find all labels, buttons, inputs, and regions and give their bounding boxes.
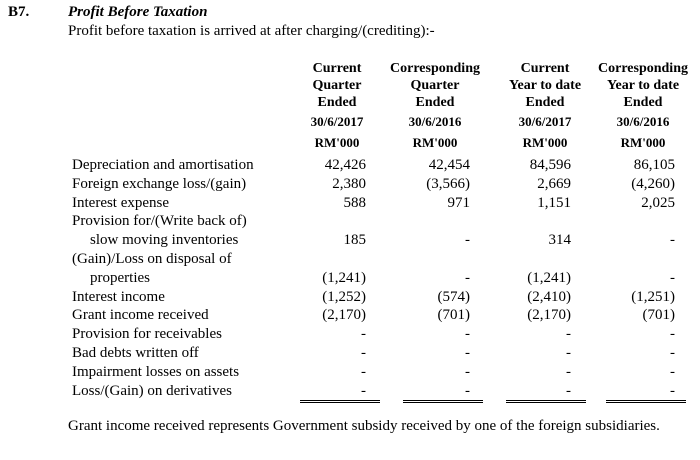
cell-corresponding-ytd: (701) [642, 307, 675, 324]
cell-current-ytd: (1,241) [527, 269, 571, 286]
section-number: B7. [8, 4, 30, 20]
cell-current-quarter: (1,241) [322, 269, 366, 286]
cell-corresponding-quarter: (701) [437, 307, 470, 324]
cell-corresponding-ytd: - [670, 382, 675, 399]
row-label: Bad debts written off [72, 344, 199, 361]
row-label: (Gain)/Loss on disposal of [72, 250, 232, 267]
table-row [0, 195, 700, 214]
table-row [0, 289, 700, 308]
cell-current-quarter: (2,170) [322, 307, 366, 324]
row-label: Impairment losses on assets [72, 363, 240, 380]
cell-corresponding-ytd: 86,105 [633, 157, 675, 173]
column-header-unit: RM'000 [314, 135, 360, 150]
cell-current-ytd: (2,170) [527, 307, 571, 324]
cell-corresponding-quarter: - [465, 382, 470, 399]
column-header-corresponding-quarter [385, 60, 485, 151]
column-header-corresponding-ytd [593, 60, 693, 151]
cell-current-quarter: 588 [343, 194, 366, 211]
row-label: Depreciation and amortisation [72, 157, 254, 173]
table-row [0, 213, 700, 232]
column-header-line: Quarter [410, 78, 460, 93]
cell-current-quarter: 185 [343, 232, 366, 249]
cell-current-quarter: 42,426 [324, 157, 366, 173]
cell-corresponding-ytd: 2,025 [641, 194, 675, 211]
cell-corresponding-ytd: - [670, 232, 675, 249]
column-header-line: Quarter [312, 78, 362, 93]
cell-corresponding-ytd: (1,251) [631, 288, 675, 305]
table-row [0, 383, 700, 402]
column-header-current-ytd [502, 60, 588, 151]
cell-current-quarter: - [361, 363, 366, 380]
column-header-line: Ended [415, 95, 455, 110]
table-row [0, 326, 700, 345]
row-label: Foreign exchange loss/(gain) [72, 175, 247, 192]
table-body [0, 157, 700, 401]
cell-current-ytd: - [566, 363, 571, 380]
column-header-line: Year to date [606, 78, 680, 93]
table-row [0, 307, 700, 326]
section-intro: Profit before taxation is arrived at after charging/(crediting):- [68, 23, 435, 39]
cell-current-quarter: 2,380 [332, 175, 366, 192]
footnote: Grant income received represents Government subsidy received by one of the foreign subsidiaries. [68, 418, 660, 434]
column-header-line: Ended [525, 95, 565, 110]
cell-current-ytd: (2,410) [527, 288, 571, 305]
column-header-date: 30/6/2017 [310, 114, 364, 129]
double-underline [403, 400, 483, 406]
column-header-line: Ended [317, 95, 357, 110]
row-label: Grant income received [72, 307, 209, 324]
column-header-line: Corresponding [598, 61, 688, 76]
table-row [0, 232, 700, 251]
column-header-unit: RM'000 [522, 135, 568, 150]
table-row [0, 364, 700, 383]
column-header-unit: RM'000 [412, 135, 458, 150]
table-row [0, 270, 700, 289]
cell-current-ytd: - [566, 344, 571, 361]
double-underline [300, 400, 380, 406]
column-header-line: Current [312, 61, 362, 76]
double-underline [606, 400, 686, 406]
row-label: Provision for/(Write back of) [72, 213, 247, 230]
cell-corresponding-ytd: - [670, 344, 675, 361]
cell-corresponding-quarter: (3,566) [426, 175, 470, 192]
column-header-line: Ended [623, 95, 663, 110]
column-header-date: 30/6/2017 [518, 114, 572, 129]
cell-corresponding-quarter: - [465, 269, 470, 286]
cell-corresponding-quarter: - [465, 232, 470, 249]
cell-corresponding-ytd: - [670, 269, 675, 286]
cell-current-ytd: 314 [548, 232, 571, 249]
cell-current-ytd: 84,596 [529, 157, 571, 173]
column-header-line: Year to date [508, 78, 582, 93]
cell-corresponding-quarter: 971 [447, 194, 470, 211]
column-header-line: Corresponding [390, 61, 480, 76]
cell-current-ytd: - [566, 326, 571, 343]
table-row [0, 176, 700, 195]
cell-current-quarter: - [361, 382, 366, 399]
table-row [0, 157, 700, 176]
column-header-current-quarter [302, 60, 372, 151]
double-underline [506, 400, 586, 406]
cell-current-quarter: (1,252) [322, 288, 366, 305]
row-label: Interest income [72, 288, 165, 305]
table-row [0, 251, 700, 270]
column-header-unit: RM'000 [620, 135, 666, 150]
cell-corresponding-quarter: 42,454 [428, 157, 470, 173]
row-label: properties [90, 269, 150, 286]
cell-current-quarter: - [361, 326, 366, 343]
column-header-line: Current [520, 61, 570, 76]
row-label: Provision for receivables [72, 326, 222, 343]
cell-current-quarter: - [361, 344, 366, 361]
cell-corresponding-quarter: - [465, 344, 470, 361]
cell-current-ytd: 1,151 [537, 194, 571, 211]
row-label: Interest expense [72, 194, 170, 211]
row-label: Loss/(Gain) on derivatives [72, 382, 232, 399]
cell-corresponding-quarter: - [465, 326, 470, 343]
cell-corresponding-ytd: - [670, 363, 675, 380]
cell-corresponding-ytd: - [670, 326, 675, 343]
cell-corresponding-quarter: (574) [437, 288, 470, 305]
column-header-date: 30/6/2016 [408, 114, 462, 129]
cell-current-ytd: - [566, 382, 571, 399]
cell-corresponding-quarter: - [465, 363, 470, 380]
column-header-date: 30/6/2016 [616, 114, 670, 129]
cell-corresponding-ytd: (4,260) [631, 175, 675, 192]
row-label: slow moving inventories [90, 232, 239, 249]
section-title: Profit Before Taxation [68, 4, 208, 20]
table-row [0, 345, 700, 364]
cell-current-ytd: 2,669 [537, 175, 571, 192]
